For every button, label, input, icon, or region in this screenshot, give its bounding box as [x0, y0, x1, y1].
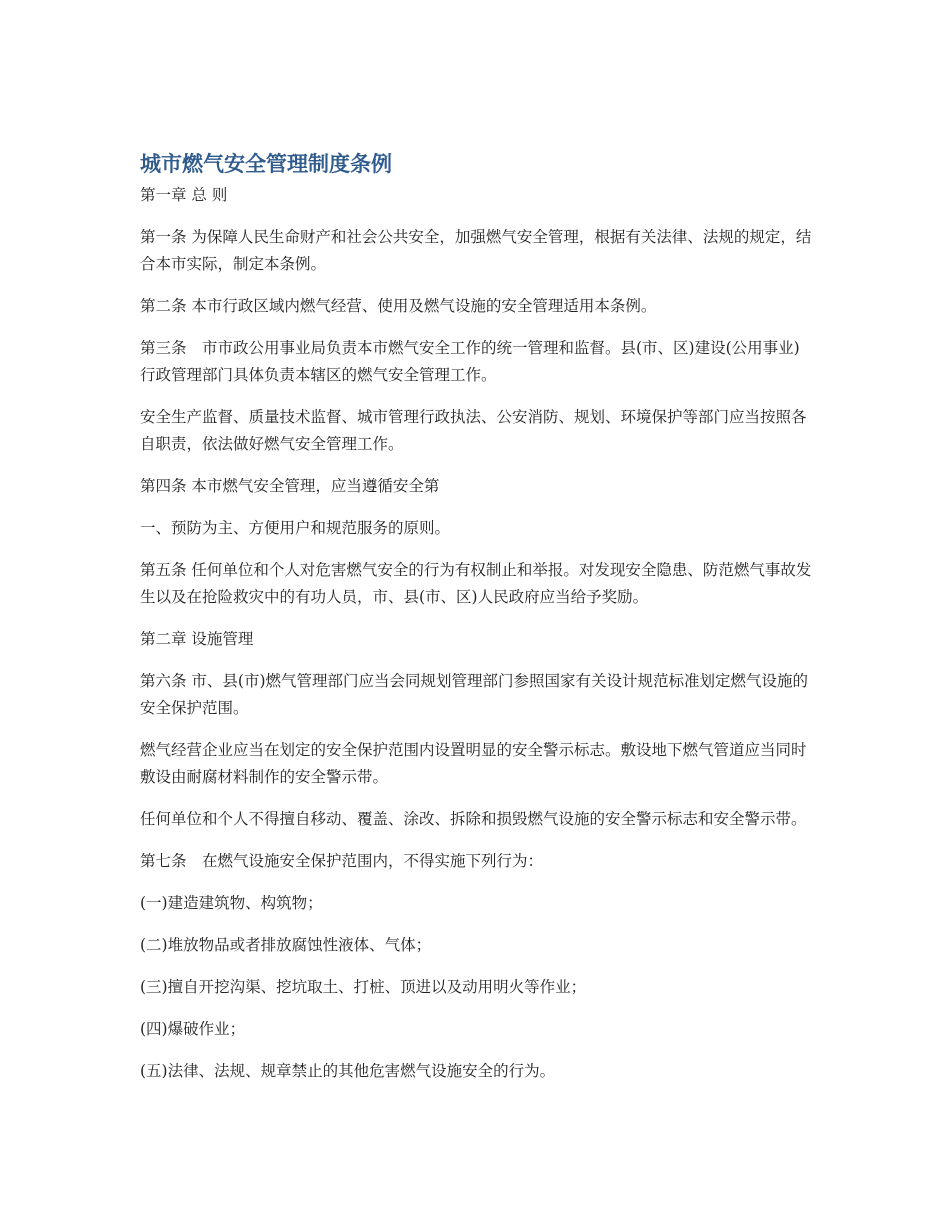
article-paragraph: 第七条 在燃气设施安全保护范围内，不得实施下列行为：: [140, 852, 544, 870]
article-paragraph: 第六条 市、县(市)燃气管理部门应当会同规划管理部门参照国家有关设计规范标准划定燃气设施的安全保护范围。: [140, 672, 809, 717]
article-paragraph: 第二条 本市行政区域内燃气经营、使用及燃气设施的安全管理适用本条例。: [140, 297, 657, 315]
article-paragraph: 第五条 任何单位和个人对危害燃气安全的行为有权制止和举报。对发现安全隐患、防范燃气事故发生以及在抢险救灾中的有功人员，市、县(市、区)人民政府应当给予奖励。: [140, 561, 812, 606]
document-title: 城市燃气安全管理制度条例: [140, 152, 392, 176]
article-paragraph: 安全生产监督、质量技术监督、城市管理行政执法、公安消防、规划、环境保护等部门应当按照各自职责，依法做好燃气安全管理工作。: [140, 408, 807, 453]
article-paragraph: 第四条 本市燃气安全管理，应当遵循安全第: [140, 477, 440, 495]
list-item: (一)建造建筑物、构筑物；: [140, 894, 323, 912]
chapter-heading: 第一章 总 则: [140, 186, 228, 204]
list-item: (二)堆放物品或者排放腐蚀性液体、气体；: [140, 936, 432, 954]
article-paragraph: 一、预防为主、方便用户和规范服务的原则。: [140, 519, 451, 537]
document-page: [140, 148, 812, 1100]
article-paragraph: 第三条 市市政公用事业局负责本市燃气安全工作的统一管理和监督。县(市、区)建设(公用事业)行政管理部门具体负责本辖区的燃气安全管理工作。: [140, 339, 800, 384]
list-item: (四)爆破作业；: [140, 1020, 246, 1038]
list-item: (三)擅自开挖沟渠、挖坑取土、打桩、顶进以及动用明火等作业；: [140, 978, 587, 996]
article-paragraph: 第一条 为保障人民生命财产和社会公共安全，加强燃气安全管理，根据有关法律、法规的规定，结合本市实际，制定本条例。: [140, 228, 812, 273]
chapter-heading: 第二章 设施管理: [140, 630, 254, 648]
article-paragraph: 燃气经营企业应当在划定的安全保护范围内设置明显的安全警示标志。敷设地下燃气管道应当同时敷设由耐腐材料制作的安全警示带。: [140, 741, 807, 786]
list-item: (五)法律、法规、规章禁止的其他危害燃气设施安全的行为。: [140, 1062, 556, 1080]
article-paragraph: 任何单位和个人不得擅自移动、覆盖、涂改、拆除和损毁燃气设施的安全警示标志和安全警示带。: [140, 810, 807, 828]
